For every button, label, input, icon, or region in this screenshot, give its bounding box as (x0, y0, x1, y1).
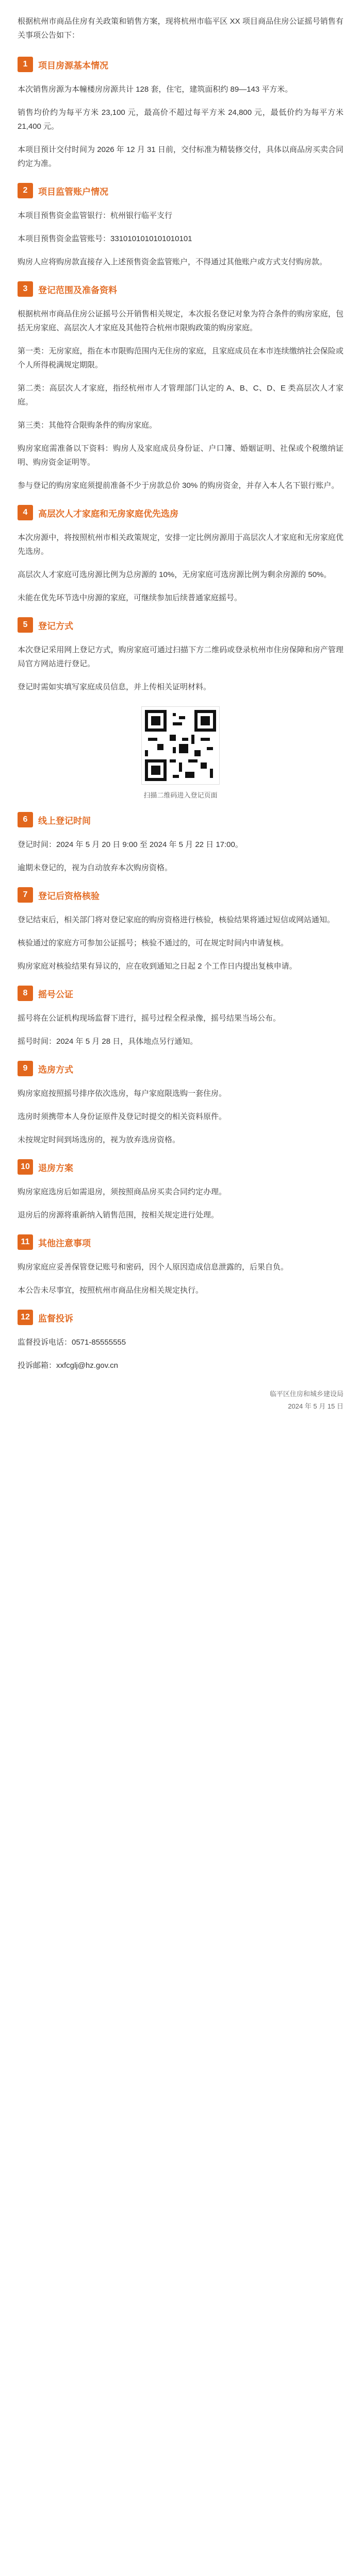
section-paragraph: 退房后的房源将重新纳入销售范围，按相关规定进行处理。 (18, 1211, 219, 1219)
section-header (18, 812, 343, 827)
section-title: 项目房源基本情况 (38, 60, 108, 71)
section-number-badge: 2 (18, 183, 33, 198)
qr-code-icon (142, 707, 219, 784)
section-header (18, 505, 343, 520)
section-header (18, 986, 343, 1001)
footer (18, 1388, 343, 1413)
section-header (18, 1234, 343, 1250)
section-title: 高层次人才家庭和无房家庭优先选房 (38, 509, 178, 519)
section-number-badge: 12 (18, 1310, 33, 1325)
qr-code-image[interactable] (141, 706, 220, 785)
section-paragraph: 购房家庭应妥善保管登记账号和密码，因个人原因造成信息泄露的，后果自负。 (18, 1263, 289, 1272)
section-header (18, 617, 343, 633)
section-paragraph: 购房家庭需准备以下资料：购房人及家庭成员身份证、户口簿、婚姻证明、社保或个税缴纳证明、购房资金证明等。 (18, 444, 343, 467)
section-title: 选房方式 (38, 1064, 73, 1075)
intro-paragraph: 根据杭州市商品住房有关政策和销售方案，现将杭州市临平区 XX 项目商品住房公证摇号销售有关事项公告如下： (18, 17, 343, 40)
section-paragraph: 未能在优先环节选中房源的家庭，可继续参加后续普通家庭摇号。 (18, 594, 242, 602)
section-paragraph: 购房家庭选房后如需退房，须按照商品房买卖合同约定办理。 (18, 1188, 227, 1196)
section-paragraph: 根据杭州市商品住房公证摇号公开销售相关规定，本次报名登记对象为符合条件的购房家庭，包括无房家庭、高层次人才家庭及其他符合杭州市限购政策的购房家庭。 (18, 310, 343, 332)
section-title: 摇号公证 (38, 989, 73, 999)
section-title: 线上登记时间 (38, 816, 91, 826)
section-paragraph: 购房人应将购房款直接存入上述预售资金监管账户，不得通过其他账户或方式支付购房款。 (18, 258, 327, 266)
section-title: 退房方案 (38, 1163, 73, 1173)
section-paragraph: 登记结束后，相关部门将对登记家庭的购房资格进行核验，核验结果将通过短信或网站通知。 (18, 916, 335, 924)
sections-part-a (18, 57, 343, 694)
qr-block (18, 706, 343, 800)
section-title: 登记方式 (38, 621, 73, 631)
section-paragraph: 本项目预售资金监管账号：3310101010101010101 (18, 234, 192, 243)
section-number-badge: 4 (18, 505, 33, 520)
section-paragraph: 摇号将在公证机构现场监督下进行，摇号过程全程录像，摇号结果当场公布。 (18, 1014, 281, 1023)
section-header (18, 1310, 343, 1325)
section-paragraph: 第三类：其他符合限购条件的购房家庭。 (18, 421, 157, 430)
section-paragraph: 本项目预售资金监管银行：杭州银行临平支行 (18, 211, 173, 220)
section-title: 监督投诉 (38, 1313, 73, 1324)
section-header (18, 1159, 343, 1175)
section-paragraph: 选房时须携带本人身份证原件及登记时提交的相关资料原件。 (18, 1112, 227, 1121)
section-paragraph: 销售均价约为每平方米 23,100 元，最高价不超过每平方米 24,800 元，最低价约为每平方米 21,400 元。 (18, 108, 343, 131)
section-paragraph: 登记时间：2024 年 5 月 20 日 9:00 至 2024 年 5 月 22 日 17:00。 (18, 840, 243, 849)
section-number-badge: 6 (18, 812, 33, 827)
section-paragraph: 逾期未登记的，视为自动放弃本次购房资格。 (18, 863, 173, 872)
section-paragraph: 监督投诉电话：0571-85555555 (18, 1338, 126, 1347)
section-paragraph: 本次销售房源为本幢楼房房源共计 128 套，住宅，建筑面积约 89—143 平方米。 (18, 85, 293, 94)
section-paragraph: 第二类：高层次人才家庭，指经杭州市人才管理部门认定的 A、B、C、D、E 类高层次人才家庭。 (18, 384, 343, 406)
section-paragraph: 本次房源中，将按照杭州市相关政策规定，安排一定比例房源用于高层次人才家庭和无房家庭优先选房。 (18, 533, 343, 556)
section-number-badge: 10 (18, 1159, 33, 1175)
section-number-badge: 1 (18, 57, 33, 72)
section-number-badge: 11 (18, 1234, 33, 1250)
section-header (18, 887, 343, 903)
section-title: 登记后资格核验 (38, 891, 100, 901)
section-paragraph: 购房家庭按照摇号排序依次选房，每户家庭限选购一套住房。 (18, 1089, 227, 1098)
footer-issuer: 临平区住房和城乡建设局 (269, 1390, 343, 1398)
section-paragraph: 购房家庭对核验结果有异议的，应在收到通知之日起 2 个工作日内提出复核申请。 (18, 962, 297, 971)
qr-caption: 扫描二维码进入登记页面 (143, 791, 218, 799)
section-header (18, 183, 343, 198)
section-title: 登记范围及准备资料 (38, 285, 117, 295)
section-paragraph: 核验通过的家庭方可参加公证摇号；核验不通过的，可在规定时间内申请复核。 (18, 939, 289, 947)
section-paragraph: 未按规定时间到场选房的，视为放弃选房资格。 (18, 1136, 180, 1144)
section-paragraph: 参与登记的购房家庭须提前准备不少于房款总价 30% 的购房资金，并存入本人名下银行账户。 (18, 481, 339, 490)
section-number-badge: 8 (18, 986, 33, 1001)
footer-date: 2024 年 5 月 15 日 (288, 1402, 343, 1410)
section-number-badge: 7 (18, 887, 33, 903)
section-title: 其他注意事项 (38, 1238, 91, 1248)
section-paragraph: 本次登记采用网上登记方式，购房家庭可通过扫描下方二维码或登录杭州市住房保障和房产管理局官方网站进行登记。 (18, 646, 343, 668)
section-paragraph: 登记时需如实填写家庭成员信息，并上传相关证明材料。 (18, 683, 211, 691)
section-paragraph: 第一类：无房家庭，指在本市限购范围内无住房的家庭，且家庭成员在本市连续缴纳社会保险或个人所得税满规定期限。 (18, 347, 343, 369)
section-header (18, 281, 343, 297)
sections-part-b (18, 812, 343, 1372)
section-paragraph: 高层次人才家庭可选房源比例为总房源的 10%，无房家庭可选房源比例为剩余房源的 50%。 (18, 570, 332, 579)
section-number-badge: 3 (18, 281, 33, 297)
section-paragraph: 本项目预计交付时间为 2026 年 12 月 31 日前，交付标准为精装修交付，具体以商品房买卖合同约定为准。 (18, 145, 343, 168)
section-header (18, 57, 343, 72)
section-header (18, 1061, 343, 1076)
section-paragraph: 摇号时间：2024 年 5 月 28 日，具体地点另行通知。 (18, 1037, 198, 1046)
section-paragraph: 本公告未尽事宜，按照杭州市商品住房相关规定执行。 (18, 1286, 204, 1295)
section-title: 项目监管账户情况 (38, 187, 108, 197)
section-number-badge: 5 (18, 617, 33, 633)
section-paragraph: 投诉邮箱：xxfcglj@hz.gov.cn (18, 1361, 118, 1370)
section-number-badge: 9 (18, 1061, 33, 1076)
